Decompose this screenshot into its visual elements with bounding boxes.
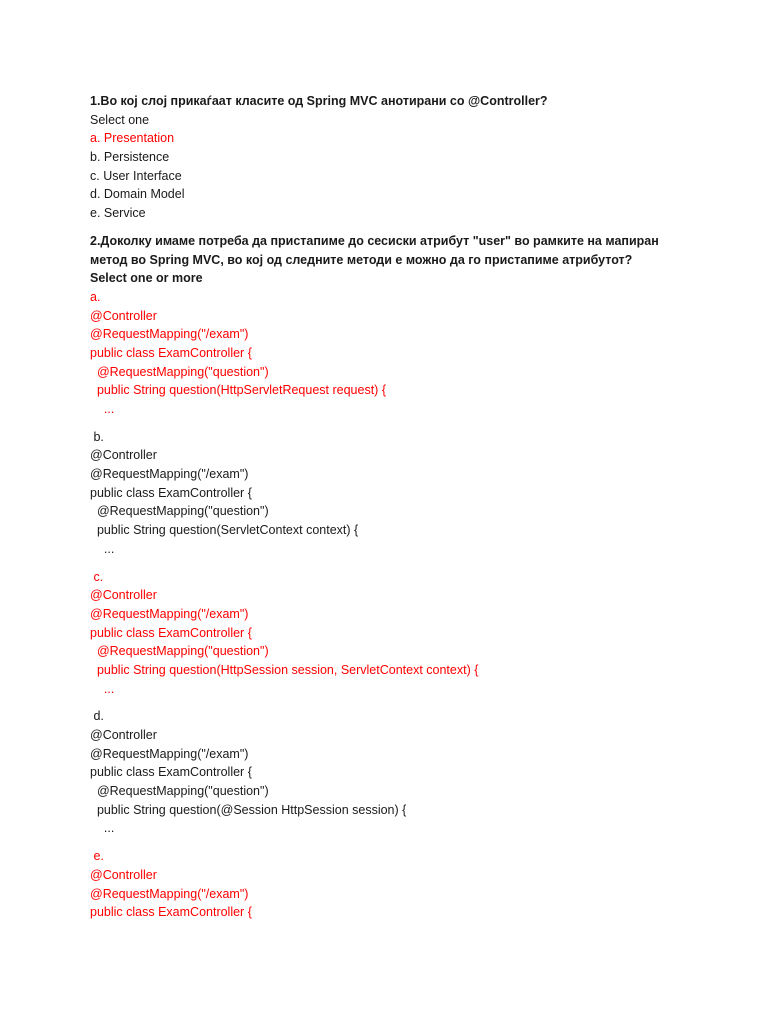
question-2-option-c-code-line: @RequestMapping("/exam") [90, 606, 249, 621]
question-2-option-d-code-line: ... [90, 821, 115, 836]
question-2-option-c-code-line: @RequestMapping("question") [90, 644, 269, 659]
question-2-option-a-label: a. [90, 289, 101, 304]
question-1-select-hint: Select one [90, 112, 150, 127]
question-1-option-b: b. Persistence [90, 150, 170, 165]
question-2-option-b-code-line: public String question(ServletContext context) { [90, 523, 359, 538]
question-1-option-c: c. User Interface [90, 168, 182, 183]
question-2-option-d-code-line: public String question(@Session HttpSession session) { [90, 802, 407, 817]
question-2-option-c-label: c. [90, 569, 104, 584]
question-2-option-a-code-line: public String question(HttpServletRequest request) { [90, 383, 386, 398]
question-2-option-e-code-line: public class ExamController { [90, 905, 252, 920]
question-1-option-e: e. Service [90, 206, 146, 221]
question-2-option-c-code-line: @Controller [90, 588, 157, 603]
question-2-option-a-code-line: public class ExamController { [90, 345, 252, 360]
question-2-option-b-code-line: @RequestMapping("question") [90, 504, 269, 519]
question-2-option-a-code-line: @RequestMapping("/exam") [90, 327, 249, 342]
question-2-option-b-label: b. [90, 429, 104, 444]
question-2-option-a-code-line: @Controller [90, 308, 157, 323]
question-2-option-c-code-line: public String question(HttpSession session, ServletContext context) { [90, 662, 479, 677]
question-2-option-a-code-line: ... [90, 402, 115, 416]
question-2-option-d-code-line: @Controller [90, 728, 157, 742]
question-1-option-d: d. Domain Model [90, 187, 185, 202]
question-2-option-d-code-line: public class ExamController { [90, 765, 252, 780]
question-1-option-a: a. Presentation [90, 131, 175, 146]
question-2-option-b-code-line: ... [90, 541, 115, 556]
question-2-option-e-label: e. [90, 849, 104, 864]
question-2-option-d-code-line: @RequestMapping("question") [90, 784, 269, 799]
question-2-option-a-code-line: @RequestMapping("question") [90, 364, 269, 379]
question-2-option-b-code-line: @Controller [90, 448, 157, 463]
question-2-select-hint: Select one or more [90, 271, 203, 286]
question-2-option-e-code-line: @RequestMapping("/exam") [90, 886, 249, 901]
question-2-option-c-code-line: public class ExamController { [90, 625, 252, 640]
question-2-option-b-code-line: @RequestMapping("/exam") [90, 467, 249, 482]
question-2-title-line-2: метод во Spring MVC, во кој од следните методи е можно да го пристапиме атрибутот? [90, 252, 633, 267]
question-2-option-e-code-line: @Controller [90, 867, 157, 882]
question-2-option-b-code-line: public class ExamController { [90, 485, 252, 500]
question-2-option-d-code-line: @RequestMapping("/exam") [90, 746, 249, 761]
question-1-title: 1.Во кој слој прикаѓаат класите од Spring MVC анотирани со @Controller? [90, 94, 548, 108]
question-2-option-d-label: d. [90, 709, 104, 724]
question-2-option-c-code-line: ... [90, 681, 115, 696]
question-2-title-line-1: 2.Доколку имаме потреба да пристапиме до сесиски атрибут "user" во рамките на мапиран [90, 233, 659, 248]
